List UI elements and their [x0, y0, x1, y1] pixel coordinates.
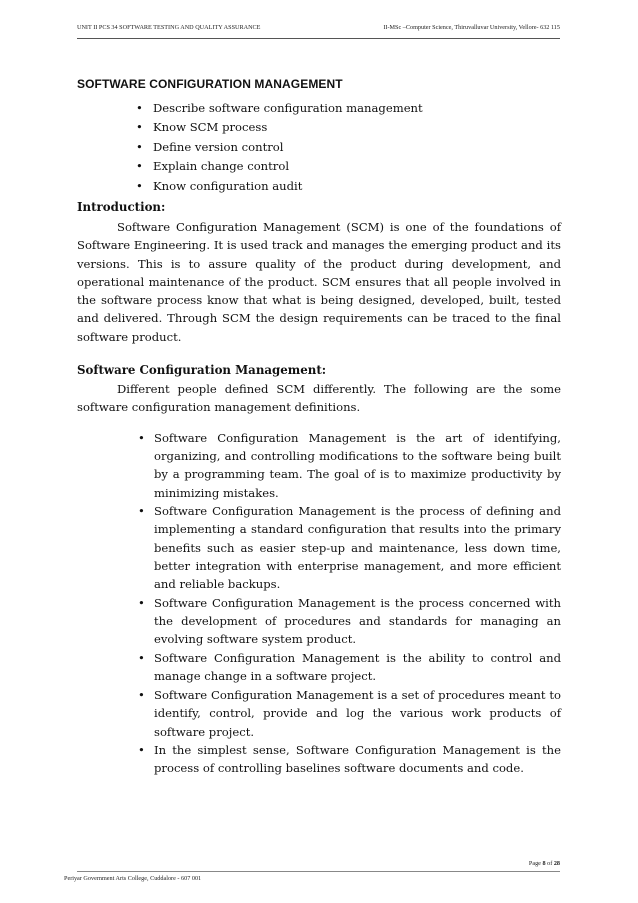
bullet-icon: • — [138, 651, 145, 666]
page-of-label: of — [547, 860, 553, 867]
main-content — [77, 75, 561, 778]
list-item — [136, 118, 561, 137]
bullet-icon: • — [136, 139, 143, 154]
definitions-list — [77, 429, 561, 778]
objective-text: Know configuration audit — [153, 178, 303, 193]
bullet-icon: • — [138, 430, 145, 445]
definition-text: Software Configuration Management is the ability to control and manage change in a software project. — [154, 651, 561, 684]
bullet-icon: • — [136, 120, 143, 135]
definition-text: Software Configuration Management is a set of procedures meant to identify, control, provide and log the various work products of software project. — [154, 687, 561, 739]
list-item — [136, 99, 561, 118]
bullet-icon: • — [136, 101, 143, 115]
list-item — [136, 177, 561, 196]
bullet-icon: • — [136, 159, 143, 174]
objective-text: Define version control — [153, 139, 284, 154]
list-item — [136, 138, 561, 157]
objectives-list — [77, 99, 561, 196]
bullet-icon: • — [136, 178, 143, 193]
definition-text: Software Configuration Management is the process concerned with the development of procedures and standards for managing an evolving software system product. — [154, 595, 561, 647]
footer-divider — [77, 871, 560, 872]
definition-text: Software Configuration Management is the process of defining and implementing a standard configuration that results into the primary benefits such as easier step-up and maintenance, less down time, better integration with enterprise management, and more efficient and reliable backups. — [154, 504, 561, 592]
list-item — [138, 686, 561, 741]
header-divider — [77, 38, 560, 39]
objective-text: Explain change control — [153, 159, 290, 174]
list-item — [138, 594, 561, 649]
list-item — [136, 157, 561, 176]
header-program: II-MSc –Computer Science, Thiruvalluvar University, Vellore- 632 115 — [383, 24, 560, 31]
bullet-icon: • — [138, 743, 145, 758]
page-total: 28 — [553, 860, 560, 867]
definition-text: Software Configuration Management is the art of identifying, organizing, and controlling modifications to the software being built by a programming team. The goal of is to maximize productivity by minimizing mistakes. — [154, 430, 561, 500]
bullet-icon: • — [138, 504, 145, 519]
introduction-heading: Introduction: — [77, 199, 166, 214]
list-item — [138, 429, 561, 502]
page-title: SOFTWARE CONFIGURATION MANAGEMENT — [77, 77, 343, 91]
page-current: 8 — [542, 860, 546, 867]
objective-text: Know SCM process — [153, 120, 268, 135]
page-label: Page — [528, 860, 541, 867]
bullet-icon: • — [138, 687, 145, 702]
introduction-paragraph: Software Configuration Management (SCM) is one of the foundations of Software Engineering. It is used track and manages the emerging product and its versions. This is to assure quality of the product during development, and operational maintenance of the product. SCM ensures that all people involved in the software process know that what is being designed, developed, built, tested and delivered. Through SCM the design requirements can be traced to the final software product. — [77, 219, 561, 344]
objective-text: Describe software configuration management — [153, 101, 423, 115]
definition-text: In the simplest sense, Software Configuration Management is the process of controlling baselines software documents and code. — [154, 743, 561, 776]
scm-intro-paragraph: Different people defined SCM differently. The following are the some software configuration management definitions. — [77, 382, 561, 415]
header-course: UNIT II PCS 34 SOFTWARE TESTING AND QUALITY ASSURANCE — [77, 24, 261, 31]
footer-college: Periyar Government Arts College, Cuddalore - 607 001 — [64, 875, 202, 882]
list-item — [138, 502, 561, 593]
bullet-icon: • — [138, 595, 145, 610]
list-item — [138, 649, 561, 686]
scm-heading: Software Configuration Management: — [77, 363, 327, 378]
page-header — [77, 24, 560, 36]
page-number — [529, 860, 560, 867]
list-item — [138, 741, 561, 778]
